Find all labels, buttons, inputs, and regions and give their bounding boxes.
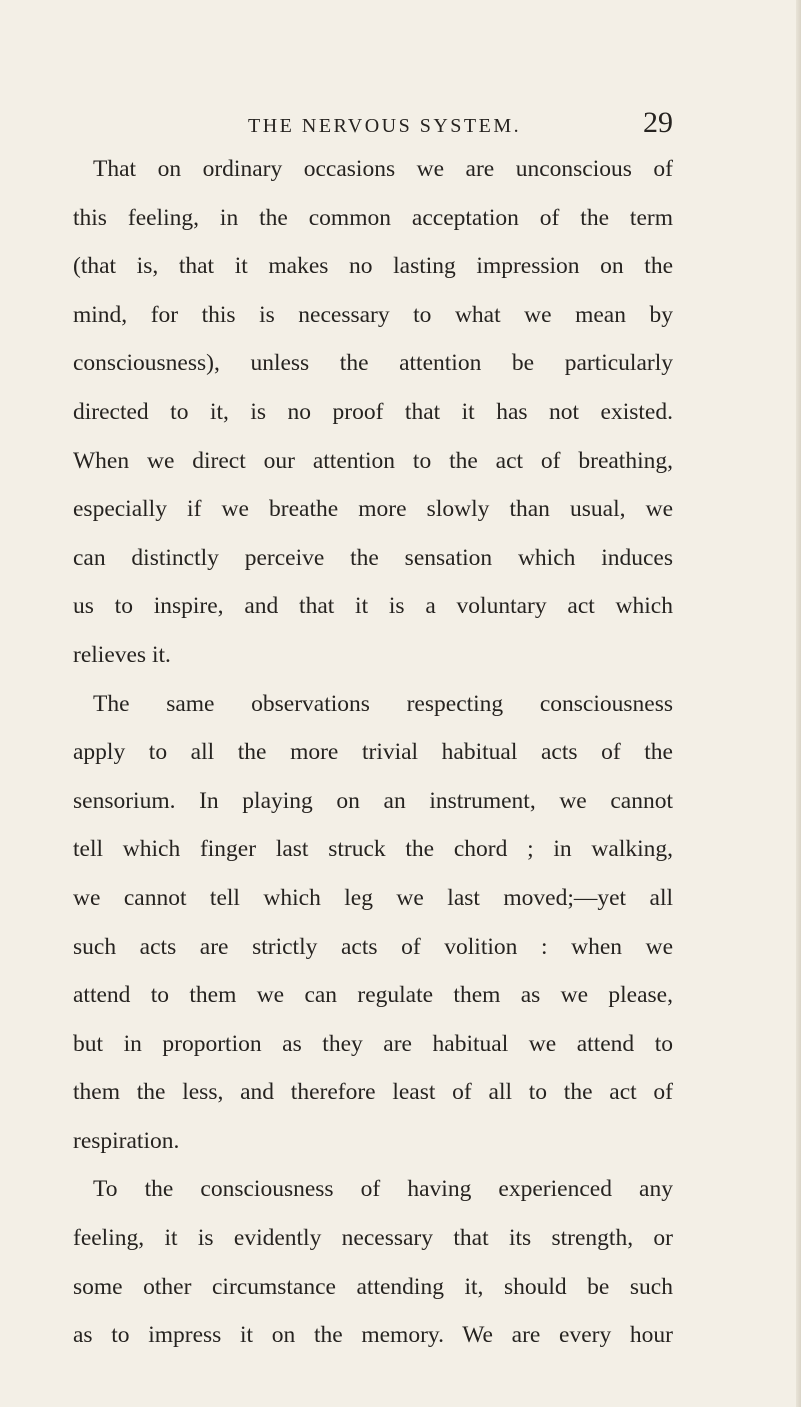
text-line: especially if we breathe more slowly than usual, we — [73, 496, 673, 523]
page-edge — [796, 0, 801, 1407]
text-line: such acts are strictly acts of volition : when we — [73, 933, 673, 960]
text-line: To the consciousness of having experienced any — [93, 1176, 673, 1203]
text-line: us to inspire, and that it is a voluntary act which — [73, 593, 673, 620]
text-line: The same observations respecting consciousness — [93, 690, 673, 717]
text-line: as to impress it on the memory. We are every hour — [73, 1322, 673, 1349]
text-line: this feeling, in the common acceptation of the term — [73, 204, 673, 231]
text-line: attend to them we can regulate them as we please, — [73, 982, 673, 1009]
text-line: we cannot tell which leg we last moved;—yet all — [73, 884, 673, 911]
text-line: apply to all the more trivial habitual acts of the — [73, 739, 673, 766]
text-line: feeling, it is evidently necessary that its strength, or — [73, 1225, 673, 1252]
text-line: relieves it. — [73, 641, 171, 668]
text-line: some other circumstance attending it, should be such — [73, 1273, 673, 1300]
text-line: mind, for this is necessary to what we mean by — [73, 301, 673, 328]
text-line: tell which finger last struck the chord ; in walking, — [73, 836, 673, 863]
text-line: respiration. — [73, 1127, 180, 1154]
text-line: (that is, that it makes no lasting impression on the — [73, 253, 673, 280]
text-line: consciousness), unless the attention be particularly — [73, 350, 673, 377]
text-line: directed to it, is no proof that it has not existed. — [73, 398, 673, 425]
text-line: That on ordinary occasions we are unconscious of — [93, 156, 673, 182]
page-header — [0, 103, 801, 143]
text-line: but in proportion as they are habitual we attend to — [73, 1030, 673, 1057]
body-text — [73, 145, 673, 1360]
text-line: them the less, and therefore least of all to the act of — [73, 1079, 673, 1106]
running-head: THE NERVOUS SYSTEM. — [248, 115, 522, 137]
page-number: 29 — [643, 106, 673, 139]
text-line: sensorium. In playing on an instrument, we cannot — [73, 787, 673, 814]
text-line: can distinctly perceive the sensation which induces — [73, 544, 673, 571]
text-line: When we direct our attention to the act of breathing, — [73, 447, 673, 474]
